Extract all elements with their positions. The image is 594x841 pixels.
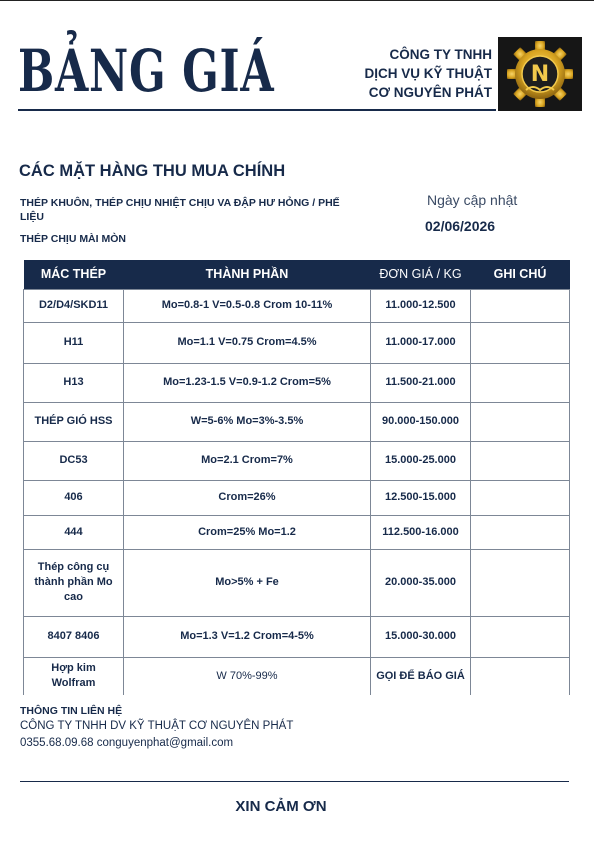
thank-you-text: XIN CẢM ƠN — [235, 798, 327, 815]
contact-company: CÔNG TY TNHH DV KỸ THUẬT CƠ NGUYÊN PHÁT — [20, 720, 294, 732]
cell-grade: H13 — [24, 363, 124, 402]
page-title: BẢNG GIÁ — [18, 37, 275, 105]
header-divider — [18, 109, 496, 111]
table-row — [24, 363, 570, 402]
cell-price: 90.000-150.000 — [371, 402, 471, 441]
header-price: ĐƠN GIÁ / KG — [371, 260, 471, 289]
purchase-items — [20, 196, 365, 246]
cell-note — [471, 657, 570, 695]
price-table — [23, 260, 570, 695]
header-grade: MÁC THÉP — [24, 260, 124, 289]
cell-note — [471, 289, 570, 322]
cell-note — [471, 441, 570, 480]
cell-grade: 8407 8406 — [24, 616, 124, 657]
cell-composition: Mo=1.3 V=1.2 Crom=4-5% — [124, 616, 371, 657]
contact-phone-email: 0355.68.09.68 conguyenphat@gmail.com — [20, 736, 234, 749]
company-line-2: DỊCH VỤ KỸ THUẬT — [364, 66, 492, 81]
cell-note — [471, 402, 570, 441]
cell-price: 12.500-15.000 — [371, 480, 471, 515]
cell-composition: Mo=2.1 Crom=7% — [124, 441, 371, 480]
cell-note — [471, 363, 570, 402]
cell-grade: Hợp kim Wolfram — [24, 657, 124, 695]
cell-composition: W 70%-99% — [124, 657, 371, 695]
cell-grade: DC53 — [24, 441, 124, 480]
table-row — [24, 289, 570, 322]
table-row — [24, 657, 570, 695]
purchase-item-2: THÉP CHỊU MÀI MÒN — [20, 233, 126, 245]
section-title: CÁC MẶT HÀNG THU MUA CHÍNH — [19, 162, 286, 180]
cell-price: GỌI ĐỂ BÁO GIÁ — [371, 657, 471, 695]
cell-grade: 406 — [24, 480, 124, 515]
cell-grade: 444 — [24, 515, 124, 549]
table-row — [24, 616, 570, 657]
purchase-item-1: THÉP KHUÔN, THÉP CHỊU NHIỆT CHỊU VA ĐẬP HƯ HỎNG / PHẾ LIỆU — [20, 197, 340, 223]
cell-note — [471, 616, 570, 657]
company-line-3: CƠ NGUYÊN PHÁT — [368, 85, 492, 100]
cell-price: 112.500-16.000 — [371, 515, 471, 549]
cell-composition: Mo=0.8-1 V=0.5-0.8 Crom 10-11% — [124, 289, 371, 322]
cell-note — [471, 515, 570, 549]
cell-grade: D2/D4/SKD11 — [24, 289, 124, 322]
cell-price: 15.000-25.000 — [371, 441, 471, 480]
cell-composition: W=5-6% Mo=3%-3.5% — [124, 402, 371, 441]
update-date-label: Ngày cập nhật — [427, 192, 518, 208]
header-composition: THÀNH PHẦN — [124, 260, 371, 289]
cell-composition: Crom=25% Mo=1.2 — [124, 515, 371, 549]
cell-grade: Thép công cụ thành phần Mo cao — [24, 549, 124, 616]
cell-price: 20.000-35.000 — [371, 549, 471, 616]
cell-note — [471, 322, 570, 363]
cell-composition: Crom=26% — [124, 480, 371, 515]
cell-price: 15.000-30.000 — [371, 616, 471, 657]
cell-price: 11.500-21.000 — [371, 363, 471, 402]
cell-note — [471, 549, 570, 616]
top-border — [0, 0, 594, 1]
contact-info — [20, 705, 293, 751]
table-row — [24, 322, 570, 363]
contact-title: THÔNG TIN LIÊN HỆ — [20, 705, 123, 717]
cell-composition: Mo=1.23-1.5 V=0.9-1.2 Crom=5% — [124, 363, 371, 402]
update-date-value: 02/06/2026 — [425, 218, 496, 234]
table-row — [24, 480, 570, 515]
company-logo — [498, 37, 582, 111]
cell-grade: H11 — [24, 322, 124, 363]
cell-note — [471, 480, 570, 515]
gear-logo-icon — [498, 37, 582, 111]
table-row — [24, 441, 570, 480]
header-note: GHI CHÚ — [471, 260, 570, 289]
logo-letter: N — [530, 62, 550, 87]
cell-price: 11.000-17.000 — [371, 322, 471, 363]
cell-price: 11.000-12.500 — [371, 289, 471, 322]
footer-divider — [20, 781, 569, 782]
company-name-header — [365, 45, 493, 102]
cell-grade: THÉP GIÓ HSS — [24, 402, 124, 441]
company-line-1: CÔNG TY TNHH — [389, 47, 492, 62]
table-header-row — [24, 260, 570, 289]
cell-composition: Mo>5% + Fe — [124, 549, 371, 616]
table-row — [24, 549, 570, 616]
cell-composition: Mo=1.1 V=0.75 Crom=4.5% — [124, 322, 371, 363]
table-row — [24, 402, 570, 441]
table-row — [24, 515, 570, 549]
